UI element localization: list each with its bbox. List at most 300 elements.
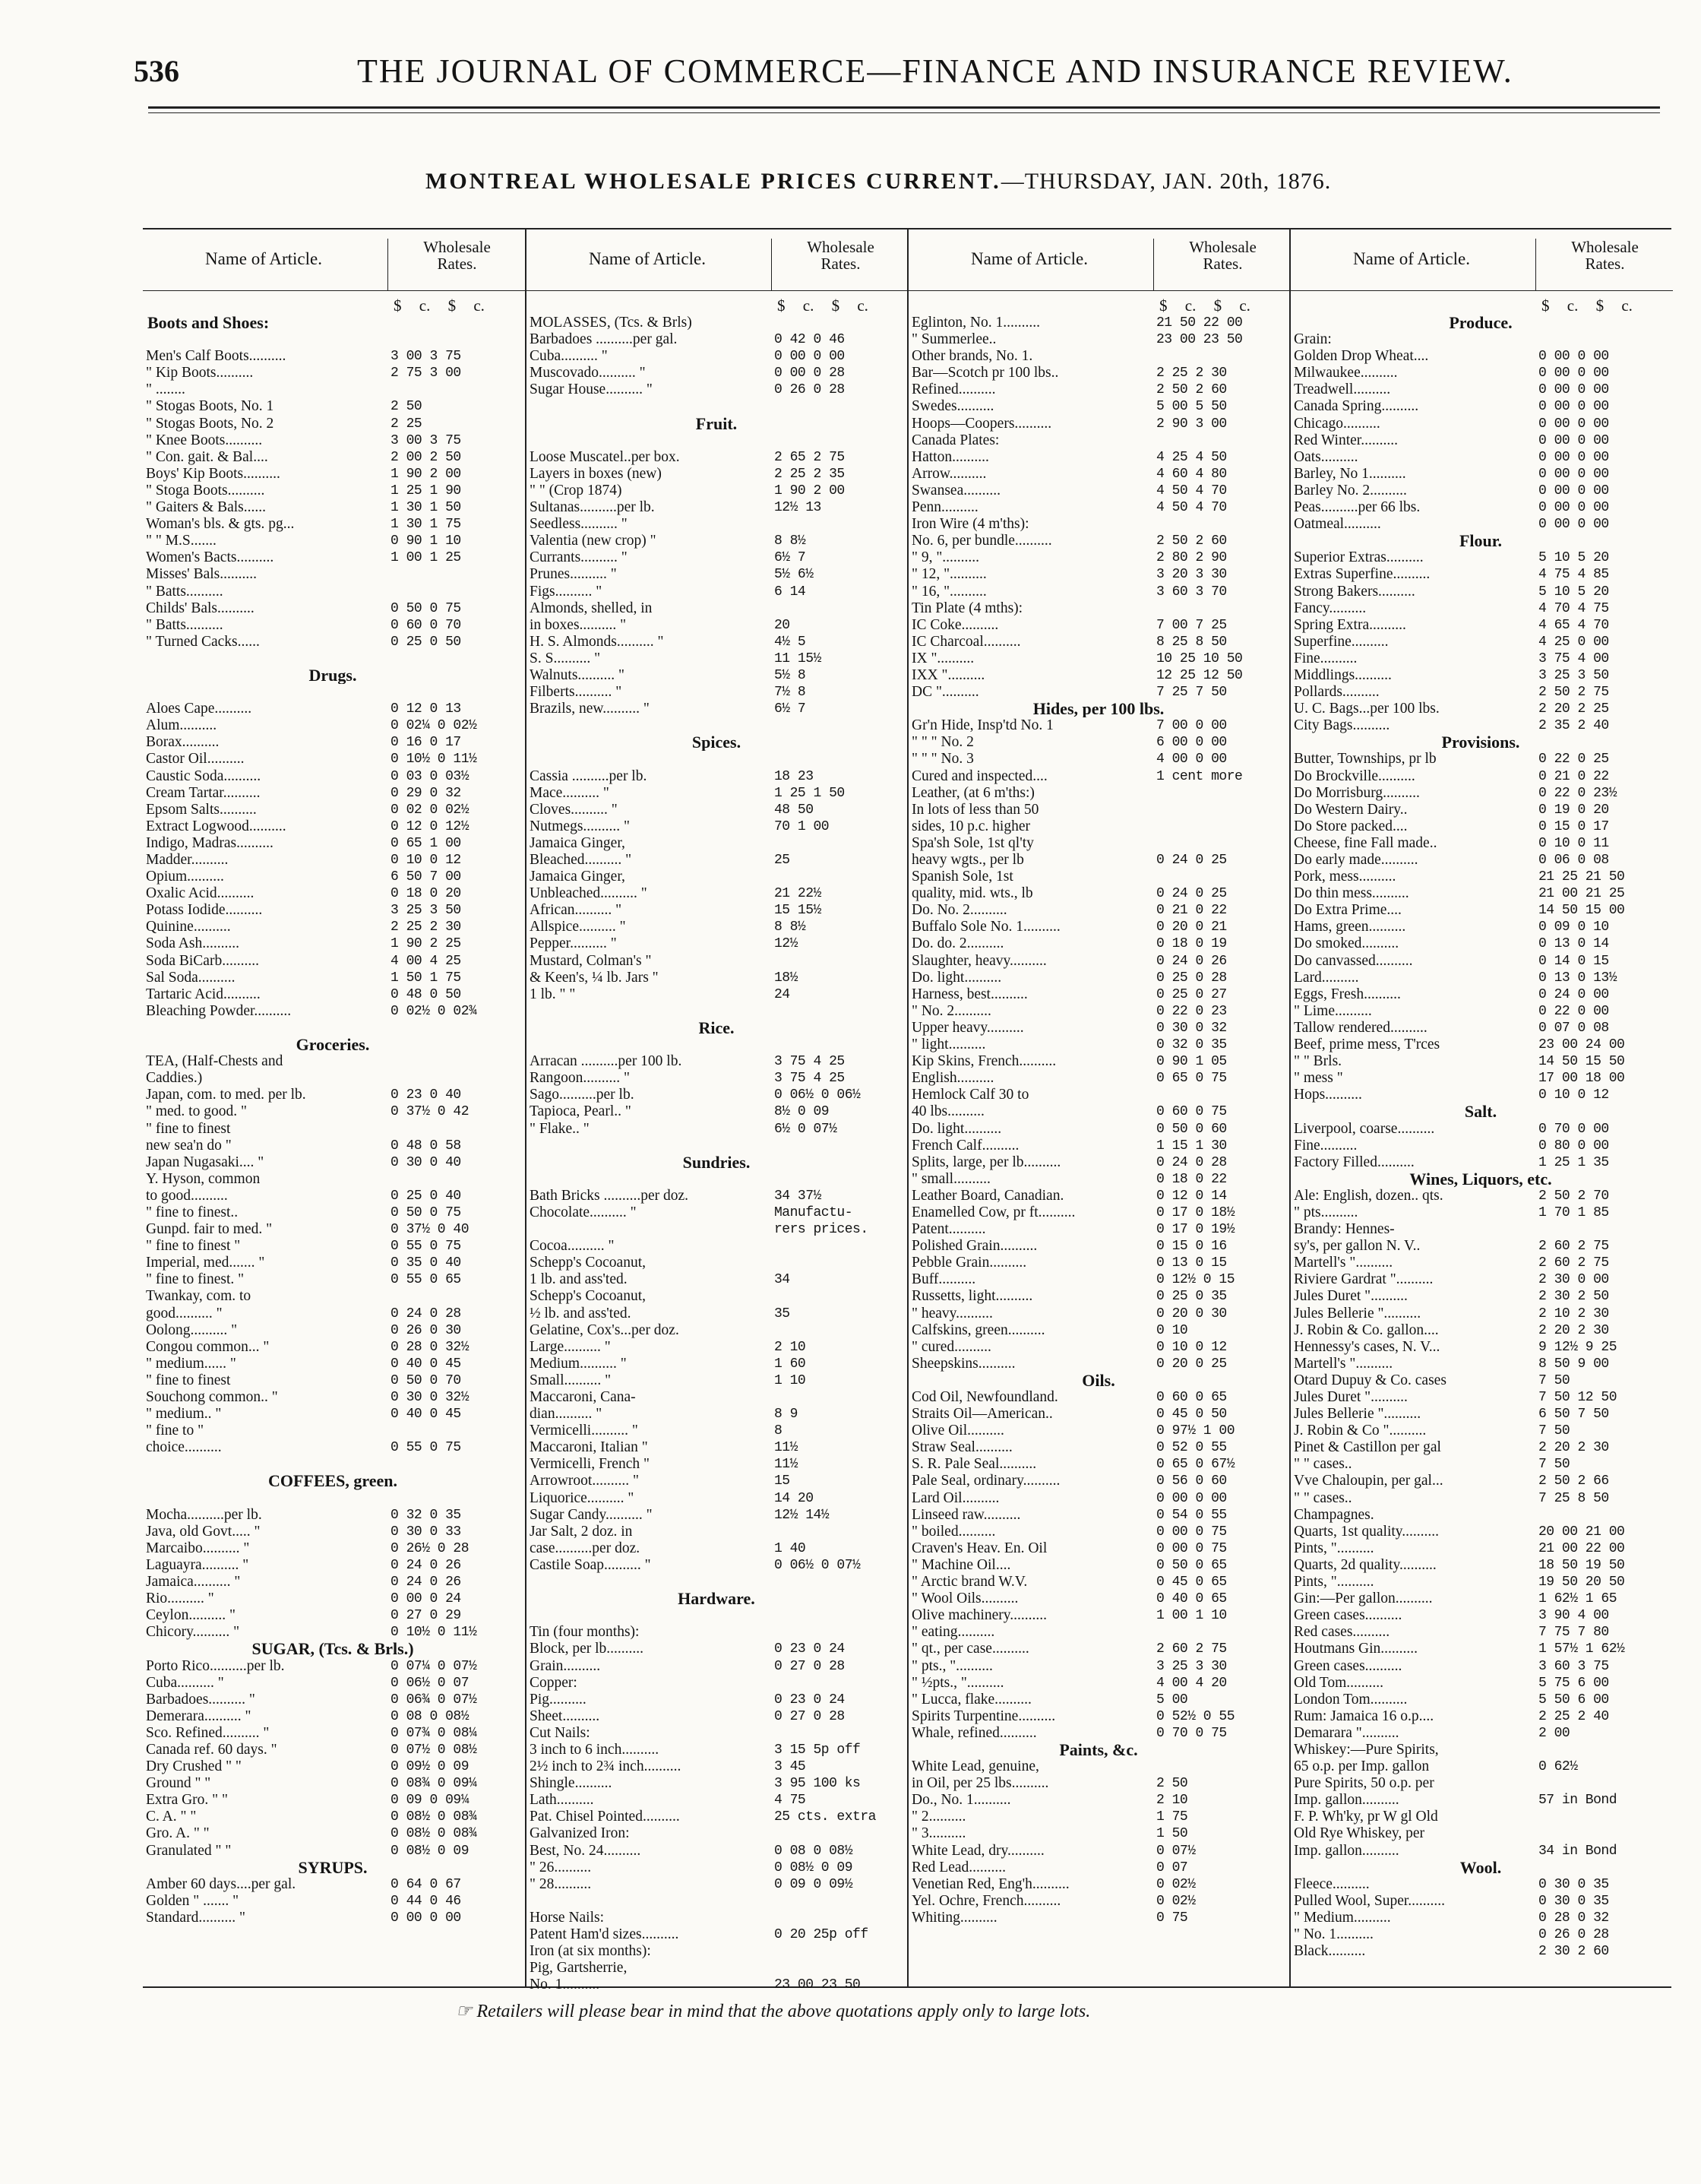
footer-note-text: Retailers will please bear in mind that the above quotations apply only to large lots.: [476, 2002, 1091, 2021]
price-row: [1291, 634, 1673, 650]
price-row: [526, 1103, 909, 1120]
wholesale-rate: 0 54 0 55: [1156, 1507, 1227, 1523]
price-row: [909, 1792, 1291, 1809]
wholesale-rate: 0 10½ 0 11½: [390, 1625, 477, 1641]
article-name: Madder..........: [146, 852, 229, 868]
wholesale-rate: 6½ 0 07½: [774, 1121, 837, 1137]
article-name: Chicory.......... ": [146, 1624, 240, 1641]
article-name: Sugar House.......... ": [530, 381, 653, 398]
wholesale-rate: 0 08½ 0 09: [390, 1843, 470, 1859]
wholesale-rate: 2 50 2 60: [1156, 382, 1227, 398]
wholesale-rate: 0 14 0 15: [1538, 953, 1609, 969]
article-name: Tin Plate (4 mths):: [912, 600, 1023, 616]
wholesale-rate: 0 00 0 00: [1156, 1490, 1227, 1506]
article-name: Pints, "..........: [1294, 1540, 1374, 1556]
page-header: [0, 43, 1701, 96]
price-row: [1291, 970, 1673, 986]
wholesale-rate: 4 65 4 70: [1538, 617, 1609, 633]
article-name: Bleached.......... ": [530, 852, 632, 868]
article-name: IX "..........: [912, 650, 975, 666]
section-heading-text: Flour.: [1459, 533, 1503, 550]
price-row: [1291, 953, 1673, 970]
article-name: " fine to finest..: [146, 1204, 239, 1220]
article-name: Sco. Refined.......... ": [146, 1724, 270, 1741]
price-row: [1291, 1591, 1673, 1607]
article-name: Medium.......... ": [530, 1355, 627, 1372]
price-row: [526, 315, 909, 331]
wholesale-rate: 0 40 0 65: [1156, 1591, 1227, 1607]
price-row: [143, 885, 525, 902]
column-header: [143, 229, 525, 291]
wholesale-rate: 5 00: [1156, 1692, 1188, 1708]
wholesale-rate: 0 48 0 58: [390, 1138, 461, 1154]
article-name: " fine to finest. ": [146, 1271, 245, 1288]
price-row: [143, 483, 525, 499]
price-row: [526, 1540, 909, 1557]
article-name: Fine..........: [1294, 1137, 1358, 1154]
article-name: in Oil, per 25 lbs..........: [912, 1775, 1049, 1792]
price-row: [143, 466, 525, 483]
article-name: Houtmans Gin..........: [1294, 1641, 1418, 1657]
article-name: Enamelled Cow, pr ft..........: [912, 1204, 1076, 1220]
article-name: Alum..........: [146, 717, 217, 734]
article-name: Prunes.......... ": [530, 566, 617, 583]
wholesale-rate: 0 00 0 75: [1156, 1540, 1227, 1556]
wholesale-rate: 3 15 5p off: [774, 1742, 861, 1758]
article-name: Lard Oil..........: [912, 1489, 1000, 1506]
wholesale-rate: Manufactu-: [774, 1204, 853, 1220]
price-row: [909, 1154, 1291, 1171]
article-name: " Summerlee..: [912, 331, 997, 348]
section-heading-text: Fruit.: [695, 415, 738, 432]
price-row: [526, 1624, 909, 1641]
wholesale-rate: 18 23: [774, 768, 814, 784]
wholesale-rate: 0 12 0 14: [1156, 1188, 1227, 1204]
article-name: Pure Spirits, 50 o.p. per: [1294, 1775, 1434, 1792]
article-name: Castor Oil..........: [146, 751, 245, 768]
wholesale-rate: 4 25 4 50: [1156, 449, 1227, 465]
wholesale-rate: 1 00 1 25: [390, 550, 461, 566]
price-row: [909, 1439, 1291, 1456]
price-row: [526, 802, 909, 818]
article-name: Mocha..........per lb.: [146, 1506, 262, 1523]
wholesale-rate: 0 55 0 75: [390, 1239, 461, 1255]
price-row: [909, 499, 1291, 516]
article-name: Treadwell..........: [1294, 381, 1391, 398]
price-row: [909, 869, 1291, 885]
article-name: Do. do. 2..........: [912, 935, 1004, 952]
wholesale-rate: 6½ 7: [774, 550, 806, 566]
price-row: [909, 1490, 1291, 1507]
price-row: [143, 1775, 525, 1792]
article-name: Butter, Townships, pr lb: [1294, 751, 1437, 768]
section-heading-text: Paints, &c.: [1059, 1741, 1138, 1759]
price-row: [1291, 1238, 1673, 1255]
price-column-2: [525, 229, 909, 1993]
article-name: Rum: Jamaica 16 o.p....: [1294, 1708, 1434, 1724]
article-name: Laguayra.......... ": [146, 1556, 249, 1573]
article-name: Sheet..........: [530, 1708, 600, 1724]
price-row: [1291, 549, 1673, 566]
wholesale-rate: 12½ 13: [774, 500, 821, 516]
price-row: [143, 1456, 525, 1473]
wholesale-rate: 3 45: [774, 1759, 806, 1775]
article-name: Barbadoes.......... ": [146, 1691, 255, 1708]
article-name: Tartaric Acid..........: [146, 986, 261, 1002]
article-name: Do Morrisburg..........: [1294, 784, 1420, 801]
wholesale-rate: 2 50 2 60: [1156, 533, 1227, 549]
wholesale-rate: 5 75 6 00: [1538, 1675, 1609, 1691]
price-row: [526, 1188, 909, 1204]
section-heading-text: Wool.: [1459, 1859, 1502, 1876]
price-row: [1291, 1322, 1673, 1339]
price-row: [526, 1742, 909, 1758]
price-row: [143, 348, 525, 365]
price-row: [909, 1591, 1291, 1607]
article-name: Shingle..........: [530, 1775, 612, 1792]
price-row: [526, 885, 909, 902]
price-row: [526, 1574, 909, 1591]
price-row: [526, 1322, 909, 1339]
price-row: [1291, 1288, 1673, 1305]
article-name: Do Brockville..........: [1294, 768, 1415, 784]
price-row: [909, 516, 1291, 533]
article-name: Oats..........: [1294, 448, 1358, 465]
price-row: [909, 584, 1291, 600]
price-row: [143, 499, 525, 516]
price-row: [143, 416, 525, 432]
price-row: [1291, 802, 1673, 818]
wholesale-rate: 0 02½ 0 02¾: [390, 1003, 477, 1019]
wholesale-rate: 0 08 0 08½: [390, 1708, 470, 1724]
price-row: [909, 885, 1291, 902]
price-row: [526, 1406, 909, 1423]
section-heading: [909, 1372, 1291, 1389]
wholesale-rate: 6 00 0 00: [1156, 735, 1227, 751]
price-row: [526, 1910, 909, 1926]
price-row: [909, 1507, 1291, 1524]
price-row: [143, 768, 525, 785]
wholesale-rate: 2 20 2 30: [1538, 1440, 1609, 1456]
article-name: Almonds, shelled, in: [530, 600, 653, 616]
wholesale-rate: 0 37½ 0 42: [390, 1104, 470, 1120]
rates-header-line2: Rates.: [1585, 255, 1625, 273]
price-row: [526, 1356, 909, 1372]
price-row: [1291, 1456, 1673, 1473]
price-row: [909, 1825, 1291, 1842]
article-name: Liverpool, coarse..........: [1294, 1120, 1435, 1137]
article-name: Extra Gro. " ": [146, 1792, 228, 1809]
price-row: [526, 1037, 909, 1053]
price-row: [526, 986, 909, 1003]
price-row: [526, 1456, 909, 1473]
wholesale-rate: 0 35 0 40: [390, 1255, 461, 1271]
price-row: [909, 1893, 1291, 1910]
wholesale-rate: 4 75: [774, 1793, 806, 1809]
article-name: " fine to finest: [146, 1372, 231, 1388]
price-row: [143, 1121, 525, 1138]
price-row: [526, 701, 909, 717]
wholesale-rate: 2 30 2 50: [1538, 1289, 1609, 1305]
article-name: Horse Nails:: [530, 1909, 605, 1926]
price-row: [909, 1020, 1291, 1037]
article-name: ½ lb. and ass'ted.: [530, 1305, 631, 1321]
article-name: " pts..........: [1294, 1204, 1358, 1220]
article-name: Liquorice.......... ": [530, 1489, 634, 1506]
price-row: [909, 483, 1291, 499]
wholesale-rate: 0 24 0 28: [1156, 1154, 1227, 1170]
price-row: [526, 1725, 909, 1742]
article-name: London Tom..........: [1294, 1691, 1408, 1708]
article-name: Marcaibo.......... ": [146, 1540, 250, 1556]
article-name: Strong Bakers..........: [1294, 583, 1415, 600]
article-name: Valentia (new crop) ": [530, 533, 656, 549]
wholesale-rate: 12½ 14½: [774, 1507, 830, 1523]
price-row: [909, 1876, 1291, 1893]
wholesale-rate: 0 24 0 26: [390, 1557, 461, 1573]
article-name: " cured..........: [912, 1338, 991, 1355]
wholesale-rate: 2 50 2 70: [1538, 1188, 1609, 1204]
article-name: Sultanas..........per lb.: [530, 499, 655, 516]
article-name: Quinine..........: [146, 919, 231, 935]
article-name: Buff..........: [912, 1271, 976, 1288]
wholesale-rate: 21 25 21 50: [1538, 869, 1625, 885]
wholesale-rate: 2 60 2 75: [1156, 1641, 1227, 1657]
wholesale-rate: 0 30 0 32: [1156, 1020, 1227, 1036]
wholesale-rate: 1 10: [774, 1372, 806, 1388]
price-row: [1291, 331, 1673, 348]
price-row: [143, 1792, 525, 1809]
article-name: Oolong.......... ": [146, 1321, 238, 1338]
article-name: Olive Oil..........: [912, 1423, 1004, 1439]
wholesale-rate: 1 50 1 75: [390, 970, 461, 986]
article-name: Jules Duret "..........: [1294, 1389, 1408, 1405]
price-row: [143, 802, 525, 818]
article-name: good.......... ": [146, 1305, 223, 1321]
wholesale-rate: 7 50: [1538, 1423, 1570, 1439]
wholesale-rate: 0 24 0 28: [390, 1306, 461, 1321]
price-row: [1291, 1524, 1673, 1540]
wholesale-rate: 0 75: [1156, 1910, 1188, 1926]
price-row: [143, 1238, 525, 1255]
wholesale-rate: 0 27 0 29: [390, 1608, 461, 1624]
section-heading-text: SUGAR, (Tcs. & Brls.): [251, 1641, 414, 1658]
article-name: Hatton..........: [912, 448, 989, 465]
price-row: [526, 549, 909, 566]
wholesale-rate: 7 50: [1538, 1457, 1570, 1473]
price-row: [526, 902, 909, 919]
wholesale-rate: 1 57½ 1 62½: [1538, 1641, 1625, 1657]
rates-header-line1: Wholesale: [807, 238, 874, 256]
price-column-1: [143, 229, 525, 1986]
rows: [909, 315, 1291, 1926]
price-row: [909, 1306, 1291, 1322]
article-name: Pork, mess..........: [1294, 869, 1396, 885]
units-header: $ c. $ c.: [1159, 296, 1250, 315]
article-name: Large.......... ": [530, 1338, 611, 1355]
price-row: [143, 584, 525, 600]
price-row: [526, 483, 909, 499]
wholesale-rate: 0 25 0 27: [1156, 986, 1227, 1002]
table-title-date: —THURSDAY, JAN. 20th, 1876.: [1001, 169, 1332, 194]
price-row: [526, 1121, 909, 1138]
article-name: Spanish Sole, 1st: [912, 869, 1013, 885]
article-name: Beef, prime mess, T'rces: [1294, 1037, 1440, 1053]
price-row: [1291, 1843, 1673, 1860]
price-row: [143, 1490, 525, 1507]
price-row: [909, 365, 1291, 381]
price-row: [909, 566, 1291, 583]
price-row: [1291, 1271, 1673, 1288]
price-row: [143, 902, 525, 919]
article-name: Canada Spring..........: [1294, 398, 1419, 415]
article-name: Maccaroni, Italian ": [530, 1439, 648, 1456]
price-row: [526, 499, 909, 516]
wholesale-rate: 0 45 0 50: [1156, 1407, 1227, 1423]
wholesale-rate: 0 56 0 60: [1156, 1473, 1227, 1489]
article-name: Penn..........: [912, 499, 979, 516]
article-name: Best, No. 24..........: [530, 1842, 641, 1859]
price-row: [526, 1809, 909, 1825]
article-name: new sea'n do ": [146, 1137, 232, 1154]
price-row: [526, 818, 909, 835]
article-name: Woman's bls. & gts. pg...: [146, 516, 295, 533]
price-row: [526, 1843, 909, 1860]
article-name: Straw Seal..........: [912, 1439, 1013, 1456]
section-heading-text: SYRUPS.: [298, 1859, 368, 1876]
article-name: Rio.......... ": [146, 1591, 214, 1607]
price-row: [526, 1271, 909, 1288]
article-name: Do Extra Prime....: [1294, 902, 1402, 919]
article-name: Kip Skins, French..........: [912, 1053, 1057, 1070]
article-name: Indigo, Madras..........: [146, 834, 273, 851]
article-name: " 28..........: [530, 1875, 592, 1892]
wholesale-rate: 0 09 0 10: [1538, 919, 1609, 935]
article-name: Do Western Dairy..: [1294, 801, 1408, 818]
article-name: Jamaica Ginger,: [530, 834, 625, 851]
price-row: [909, 600, 1291, 617]
wholesale-rate: 8 25 8 50: [1156, 634, 1227, 650]
price-row: [1291, 869, 1673, 885]
price-row: [143, 1524, 525, 1540]
article-name: Do. light..........: [912, 969, 1002, 986]
price-row: [1291, 919, 1673, 935]
wholesale-rate: 5 10 5 20: [1538, 584, 1609, 600]
wholesale-rate: 2 80 2 90: [1156, 550, 1227, 566]
wholesale-rate: 3 75 4 25: [774, 1071, 845, 1087]
wholesale-rate: 25: [774, 853, 790, 868]
wholesale-rate: 3 25 3 30: [1156, 1658, 1227, 1674]
price-row: [143, 634, 525, 650]
section-heading-text: Sundries.: [682, 1154, 751, 1171]
price-row: [909, 768, 1291, 785]
price-row: [143, 1591, 525, 1607]
price-row: [1291, 516, 1673, 533]
wholesale-rate: 0 55 0 65: [390, 1272, 461, 1288]
wholesale-rate: 2 50: [1156, 1776, 1188, 1792]
wholesale-rate: 0 60 0 70: [390, 617, 461, 633]
wholesale-rate: 0 40 0 45: [390, 1407, 461, 1423]
wholesale-rate: 0 30 0 35: [1538, 1893, 1609, 1909]
section-heading: [143, 667, 525, 684]
wholesale-rate: 0 30 0 35: [1538, 1876, 1609, 1892]
wholesale-rate: 0 20 0 21: [1156, 919, 1227, 935]
wholesale-rate: 1 30 1 75: [390, 517, 461, 533]
price-row: [526, 634, 909, 650]
wholesale-rate: 11½: [774, 1440, 798, 1456]
article-name: Currants.......... ": [530, 549, 628, 566]
wholesale-rate: 0 00 0 00: [390, 1910, 461, 1926]
price-row: [909, 1725, 1291, 1742]
article-name: Tapioca, Pearl.. ": [530, 1103, 631, 1120]
price-row: [909, 852, 1291, 869]
wholesale-rate: 0 52 0 55: [1156, 1440, 1227, 1456]
wholesale-rate: 4 50 4 70: [1156, 500, 1227, 516]
wholesale-rate: 0 10 0 12: [390, 853, 461, 868]
wholesale-rate: 18½: [774, 970, 798, 986]
price-row: [1291, 1675, 1673, 1692]
article-name: Pulled Wool, Super..........: [1294, 1892, 1446, 1909]
wholesale-rate: 0 64 0 67: [390, 1876, 461, 1892]
wholesale-rate: 17 00 18 00: [1538, 1071, 1625, 1087]
wholesale-rate: 8 50 9 00: [1538, 1356, 1609, 1372]
wholesale-rate: 0 10 0 12: [1538, 1087, 1609, 1103]
price-row: [526, 1507, 909, 1524]
article-name: Boys' Kip Boots..........: [146, 465, 280, 482]
wholesale-rate: 0 44 0 46: [390, 1893, 461, 1909]
article-name: 2½ inch to 2¾ inch..........: [530, 1758, 681, 1775]
wholesale-rate: 8 9: [774, 1407, 798, 1423]
article-name: " Con. gait. & Bal....: [146, 448, 268, 465]
column-header: [909, 229, 1291, 291]
section-heading-text: Oils.: [1082, 1372, 1115, 1389]
wholesale-rate: 0 10 0 12: [1156, 1339, 1227, 1355]
article-name: Calfskins, green..........: [912, 1321, 1045, 1338]
wholesale-rate: 0 08½ 0 08¾: [390, 1826, 477, 1842]
article-name: Arracan ..........per 100 lb.: [530, 1053, 682, 1070]
article-name: Whale, refined..........: [912, 1724, 1037, 1741]
section-heading: [526, 1154, 909, 1171]
price-row: [909, 751, 1291, 768]
price-row: [1291, 1607, 1673, 1624]
wholesale-rate: 7 00 0 00: [1156, 718, 1227, 734]
article-name: Hoops—Coopers..........: [912, 415, 1052, 432]
price-row: [1291, 1306, 1673, 1322]
article-name: Cuba.......... ": [146, 1674, 224, 1691]
price-row: [1291, 1926, 1673, 1943]
price-row: [143, 986, 525, 1003]
section-heading-text: Hides, per 100 lbs.: [1032, 701, 1165, 718]
article-name: Grain:: [1294, 331, 1332, 348]
article-name: Pig..........: [530, 1691, 586, 1708]
wholesale-rate: 2 30 2 60: [1538, 1944, 1609, 1960]
price-row: [1291, 1003, 1673, 1020]
article-name: No. 6, per bundle..........: [912, 533, 1052, 549]
wholesale-rate: 3 20 3 30: [1156, 567, 1227, 583]
price-row: [909, 919, 1291, 935]
wholesale-rate: 2 10 2 30: [1538, 1306, 1609, 1321]
article-name: Childs' Bals..........: [146, 600, 255, 616]
article-name: Slaughter, heavy..........: [912, 952, 1047, 969]
header-rule: [148, 106, 1660, 109]
section-heading-text: Rice.: [698, 1019, 735, 1037]
price-row: [526, 785, 909, 802]
wholesale-rate: 0 37½ 0 40: [390, 1222, 470, 1238]
article-name: Red cases..........: [1294, 1624, 1390, 1641]
article-name: Bath Bricks ..........per doz.: [530, 1187, 689, 1204]
article-name: Copper:: [530, 1674, 577, 1691]
section-heading-text: COFFEES, green.: [267, 1473, 398, 1490]
